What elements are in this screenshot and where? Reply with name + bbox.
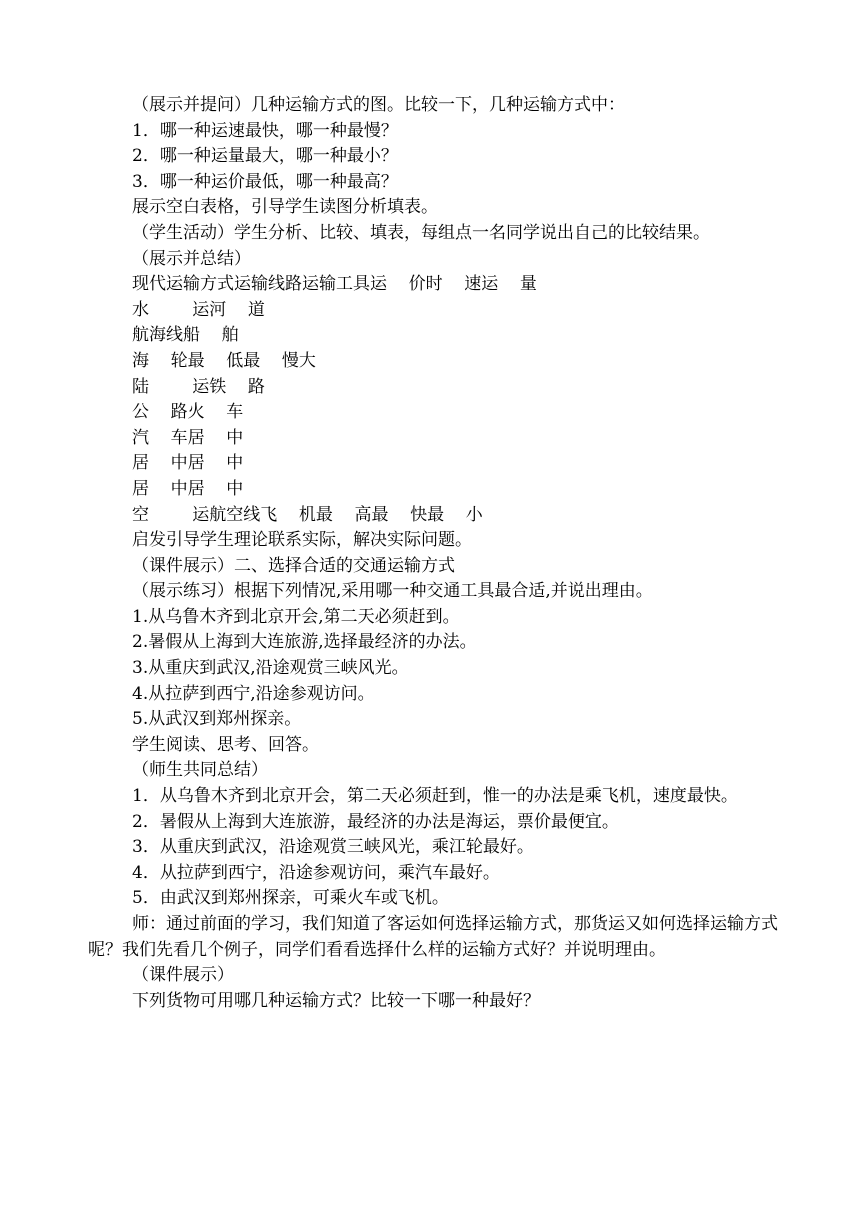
paragraph-summary-heading: （展示并总结） bbox=[132, 248, 251, 269]
table-row: 水 运河 道 bbox=[132, 299, 265, 320]
paragraph-courseware-display: （课件展示） bbox=[132, 965, 234, 986]
question-fastest: 1．哪一种运速最快，哪一种最慢？ bbox=[132, 120, 398, 141]
table-row: 航海线船 舶 bbox=[132, 325, 239, 346]
table-row: 空 运航空线飞 机最 高最 快最 小 bbox=[132, 504, 483, 525]
table-row: 汽 车居 中 bbox=[132, 427, 244, 448]
paragraph-guide-practice: 启发引导学生理论联系实际，解决实际问题。 bbox=[132, 530, 472, 551]
table-row: 居 中居 中 bbox=[132, 478, 244, 499]
paragraph-student-activity: （学生活动）学生分析、比较、填表，每组点一名同学说出自己的比较结果。 bbox=[132, 222, 710, 243]
answer-item: 2．暑假从上海到大连旅游，最经济的办法是海运，票价最便宜。 bbox=[132, 811, 619, 832]
exercise-item: 2.暑假从上海到大连旅游,选择最经济的办法。 bbox=[132, 632, 477, 653]
paragraph-display-question: （展示并提问）几种运输方式的图。比较一下，几种运输方式中： bbox=[132, 95, 625, 115]
exercise-item: 5.从武汉到郑州探亲。 bbox=[132, 709, 302, 730]
paragraph-section-two: （课件展示）二、选择合适的交通运输方式 bbox=[132, 555, 455, 576]
paragraph-teacher-remark: 师：通过前面的学习，我们知道了客运如何选择运输方式，那货运又如何选择运输方式呢？我们先看几个例子，同学们看看选择什么样的运输方式好？并说明理由。 bbox=[88, 914, 778, 960]
answer-item: 1．从乌鲁木齐到北京开会，第二天必须赶到，惟一的办法是乘飞机，速度最快。 bbox=[132, 786, 738, 807]
paragraph-exercise-prompt: （展示练习）根据下列情况,采用哪一种交通工具最合适,并说出理由。 bbox=[132, 581, 653, 602]
document-body bbox=[88, 93, 778, 1014]
table-row: 居 中居 中 bbox=[132, 453, 244, 474]
exercise-item: 1.从乌鲁木齐到北京开会,第二天必须赶到。 bbox=[132, 606, 460, 627]
exercise-item: 3.从重庆到武汉,沿途观赏三峡风光。 bbox=[132, 658, 409, 679]
table-row: 公 路火 车 bbox=[132, 402, 244, 423]
paragraph-student-response: 学生阅读、思考、回答。 bbox=[132, 734, 319, 755]
question-volume: 2．哪一种运量最大，哪一种最小？ bbox=[132, 146, 398, 167]
paragraph-joint-summary: （师生共同总结） bbox=[132, 760, 268, 781]
answer-item: 5．由武汉到郑州探亲，可乘火车或飞机。 bbox=[132, 888, 449, 909]
question-price: 3．哪一种运价最低，哪一种最高？ bbox=[132, 171, 398, 192]
answer-item: 4．从拉萨到西宁，沿途参观访问，乘汽车最好。 bbox=[132, 862, 500, 883]
answer-item: 3．从重庆到武汉，沿途观赏三峡风光，乘江轮最好。 bbox=[132, 837, 534, 858]
paragraph-blank-table: 展示空白表格，引导学生读图分析填表。 bbox=[132, 197, 438, 218]
paragraph-cargo-question: 下列货物可用哪几种运输方式？比较一下哪一种最好？ bbox=[132, 990, 540, 1011]
table-row: 海 轮最 低最 慢大 bbox=[132, 350, 316, 371]
table-row: 陆 运铁 路 bbox=[132, 376, 265, 397]
exercise-item: 4.从拉萨到西宁,沿途参观访问。 bbox=[132, 683, 375, 704]
table-header-row: 现代运输方式运输线路运输工具运 价时 速运 量 bbox=[132, 274, 537, 295]
